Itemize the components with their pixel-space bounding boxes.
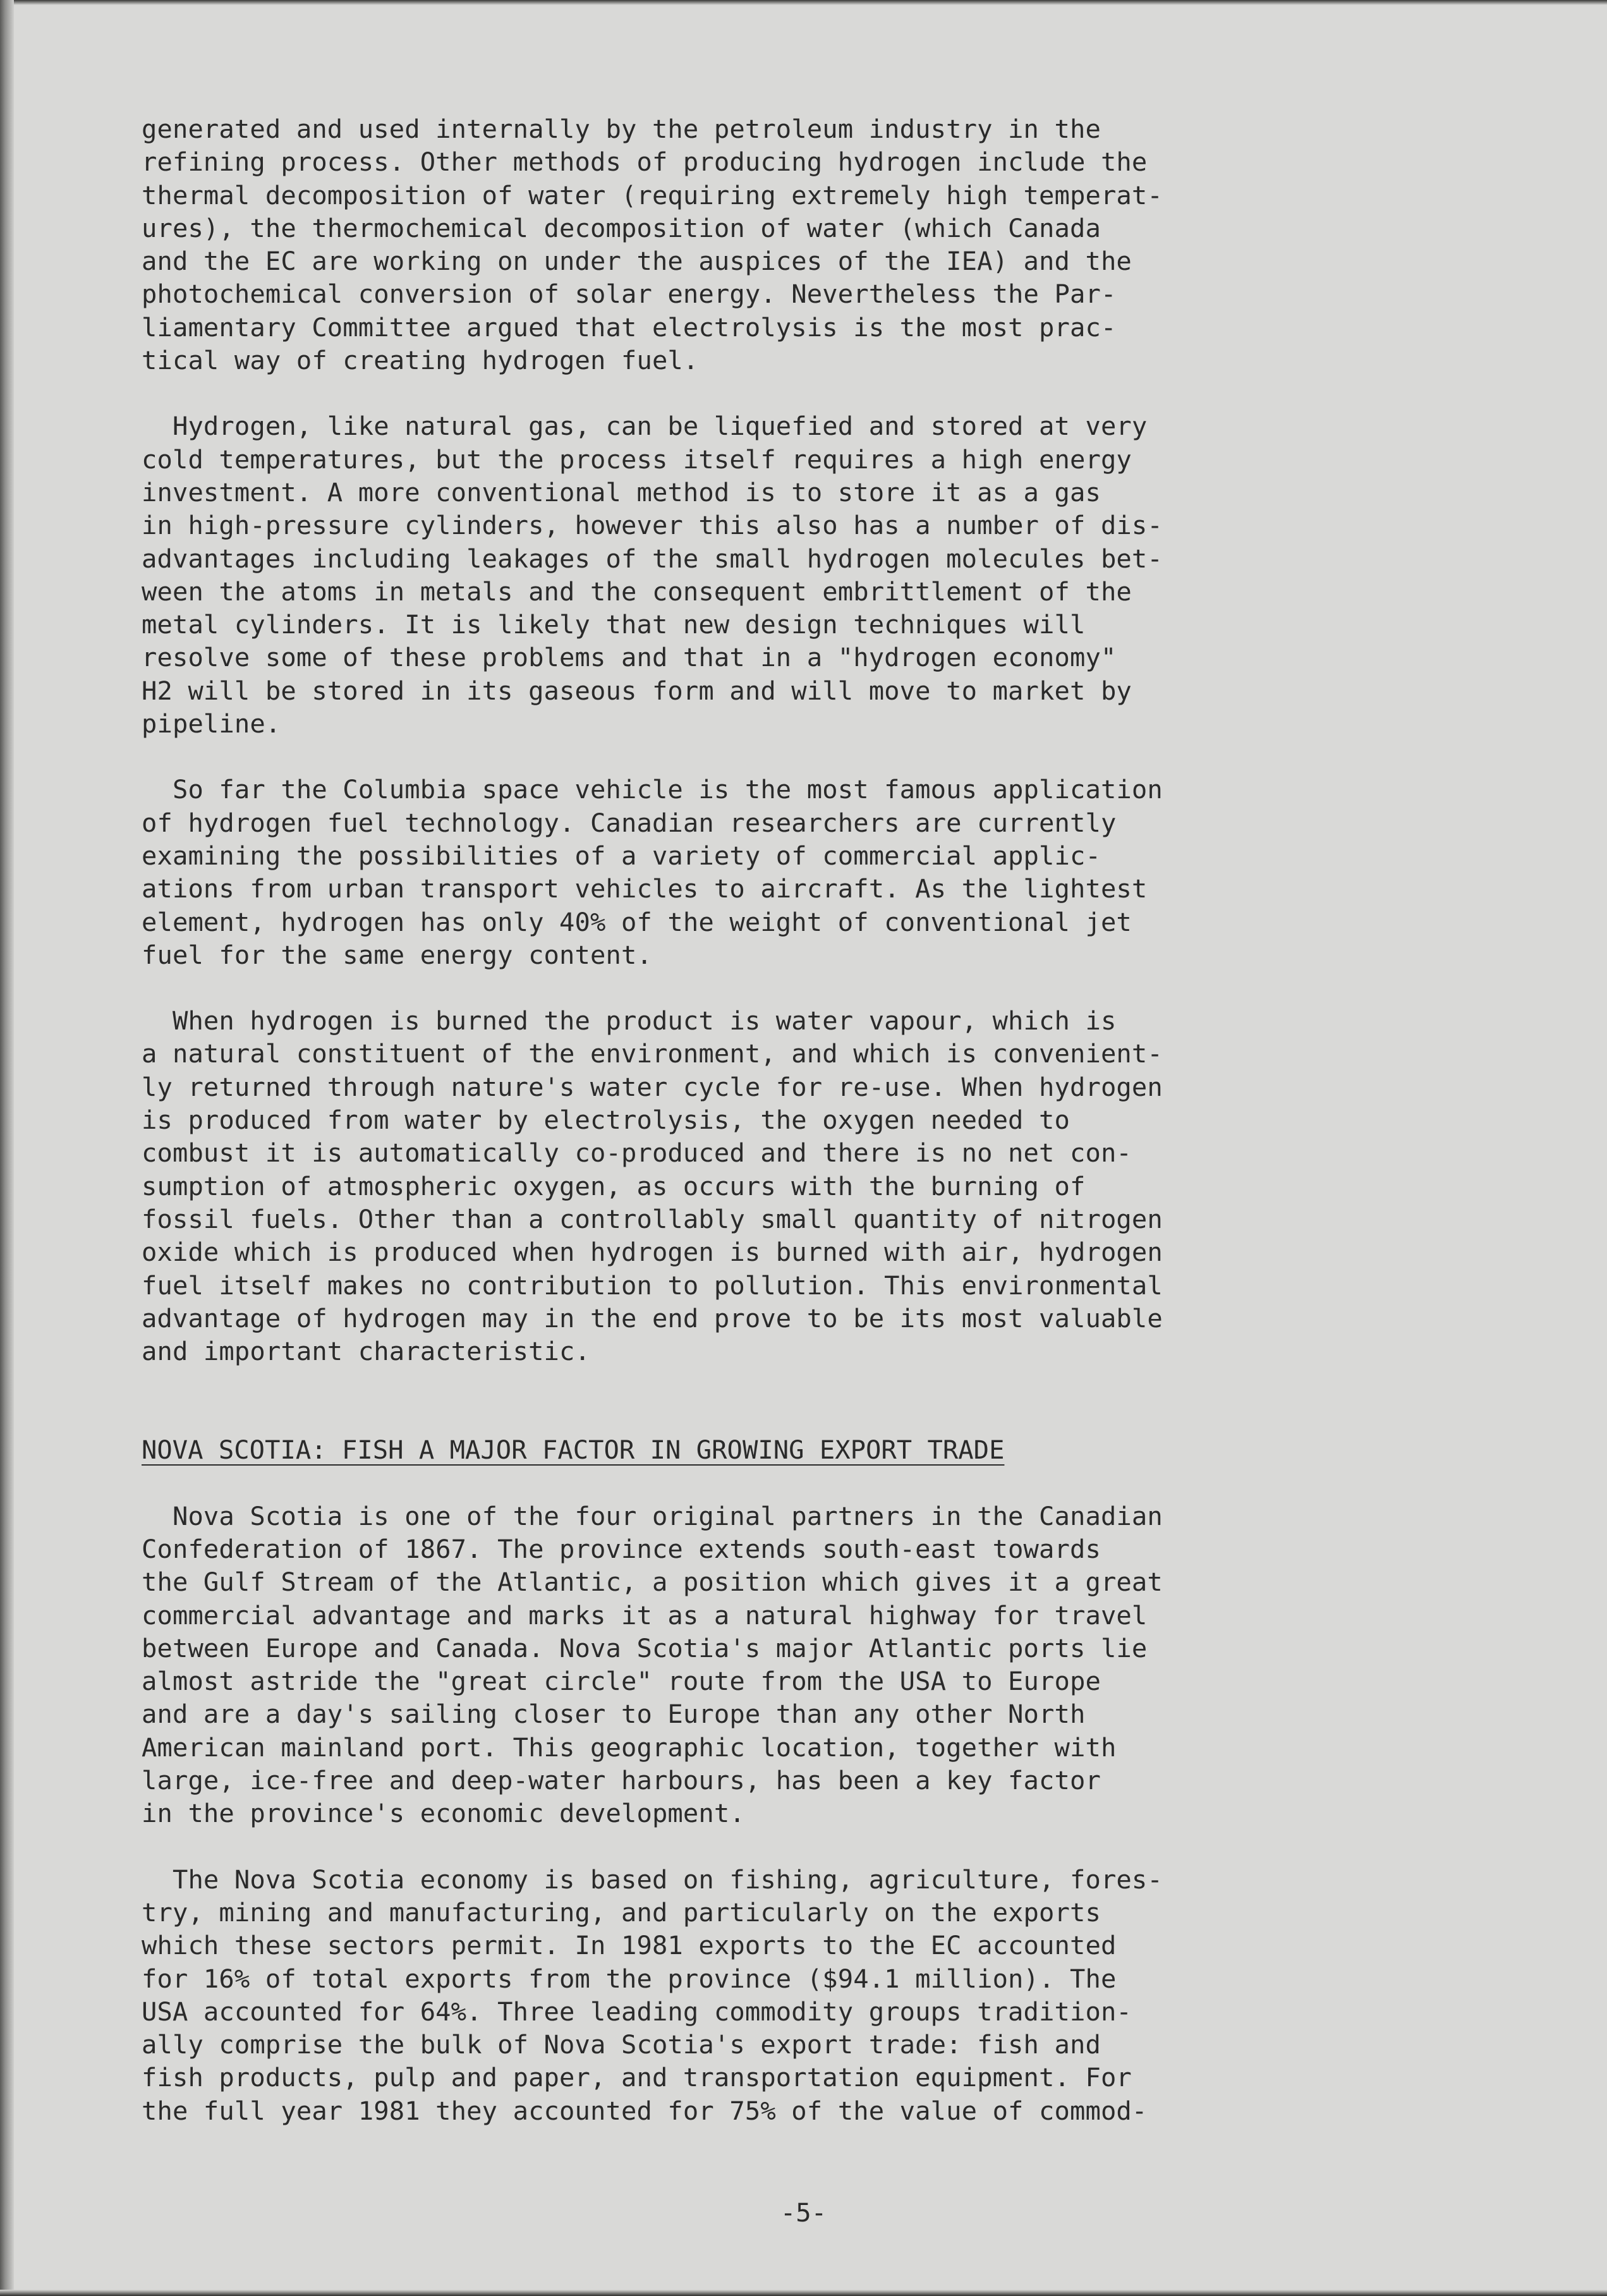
document-body bbox=[142, 112, 1428, 2127]
paragraph-hydrogen-environment: When hydrogen is burned the product is water vapour, which is a natural constituent of the environment, and which is convenient- ly returned through nature's water cycle for re-use. When hydrogen is produced from water by electrolysis, the oxygen needed to combust it is automatically co-produced and there is no net con- sumption of atmospheric oxygen, as occurs with the burning of fossil fuels. Other than a controllably small quantity of nitrogen oxide which is produced when hydrogen is burned with air, hydrogen fuel itself makes no contribution to pollution. This environmental advantage of hydrogen may in the end prove to be its most valuable and important characteristic. bbox=[142, 1005, 1163, 1367]
paragraph-gap bbox=[142, 740, 1428, 773]
paragraph-gap bbox=[142, 971, 1428, 1004]
paragraph-gap bbox=[142, 1400, 1428, 1433]
paragraph-gap bbox=[142, 377, 1428, 410]
paragraph-nova-scotia-economy: The Nova Scotia economy is based on fishing, agriculture, fores- try, mining and manufacturing, and particularly on the exports which these sectors permit. In 1981 exports to the EC accounted for 16% of total exports from the province ($94.1 million). The USA accounted for 64%. Three leading commodity groups tradition- ally comprise the bulk of Nova Scotia's export trade: fish and fish products, pulp and paper, and transportation equipment. For the full year 1981 they accounted for 75% of the value of commod- bbox=[142, 1864, 1163, 2126]
page-left-edge bbox=[0, 0, 14, 2296]
page-bottom-edge bbox=[0, 2290, 1607, 2296]
paragraph-nova-scotia-geography: Nova Scotia is one of the four original partners in the Canadian Confederation of 1867. The province extends south-east towards the Gulf Stream of the Atlantic, a position which gives it a great commercial advantage and marks it as a natural highway for travel between Europe and Canada. Nova Scotia's major Atlantic ports lie almost astride the "great circle" route from the USA to Europe and are a day's sailing closer to Europe than any other North American mainland port. This geographic location, together with large, ice-free and deep-water harbours, has been a key factor in the province's economic development. bbox=[142, 1500, 1163, 1829]
section-heading: NOVA SCOTIA: FISH A MAJOR FACTOR IN GROWING EXPORT TRADE bbox=[142, 1435, 1005, 1466]
paragraph-gap bbox=[142, 1830, 1428, 1863]
paragraph-hydrogen-applications: So far the Columbia space vehicle is the most famous application of hydrogen fuel technology. Canadian researchers are currently examining the possibilities of a variety of commercial applic- ations from urban transport vehicles to aircraft. As the lightest element, hydrogen has only 40% of the weight of conventional jet fuel for the same energy content. bbox=[142, 774, 1163, 970]
paragraph-gap bbox=[142, 1467, 1428, 1500]
paragraph-hydrogen-production: generated and used internally by the petroleum industry in the refining process. Other methods of producing hydrogen include the thermal decomposition of water (requiring extremely high temperat- ures), the thermochemical decomposition of water (which Canada and the EC are working on under the auspices of the IEA) and the photochemical conversion of solar energy. Nevertheless the Par- liamentary Committee argued that electrolysis is the most prac- tical way of creating hydrogen fuel. bbox=[142, 114, 1163, 376]
page-number: -5- bbox=[780, 2197, 827, 2228]
paragraph-hydrogen-storage: Hydrogen, like natural gas, can be liquefied and stored at very cold temperatures, but the process itself requires a high energy investment. A more conventional method is to store it as a gas in high-pressure cylinders, however this also has a number of dis- advantages including leakages of the small hydrogen molecules bet- ween the atoms in metals and the consequent embrittlement of the metal cylinders. It is likely that new design techniques will resolve some of these problems and that in a "hydrogen economy" H2 will be stored in its gaseous form and will move to market by pipeline. bbox=[142, 411, 1163, 739]
paragraph-gap bbox=[142, 1368, 1428, 1400]
page-top-edge bbox=[0, 0, 1607, 5]
